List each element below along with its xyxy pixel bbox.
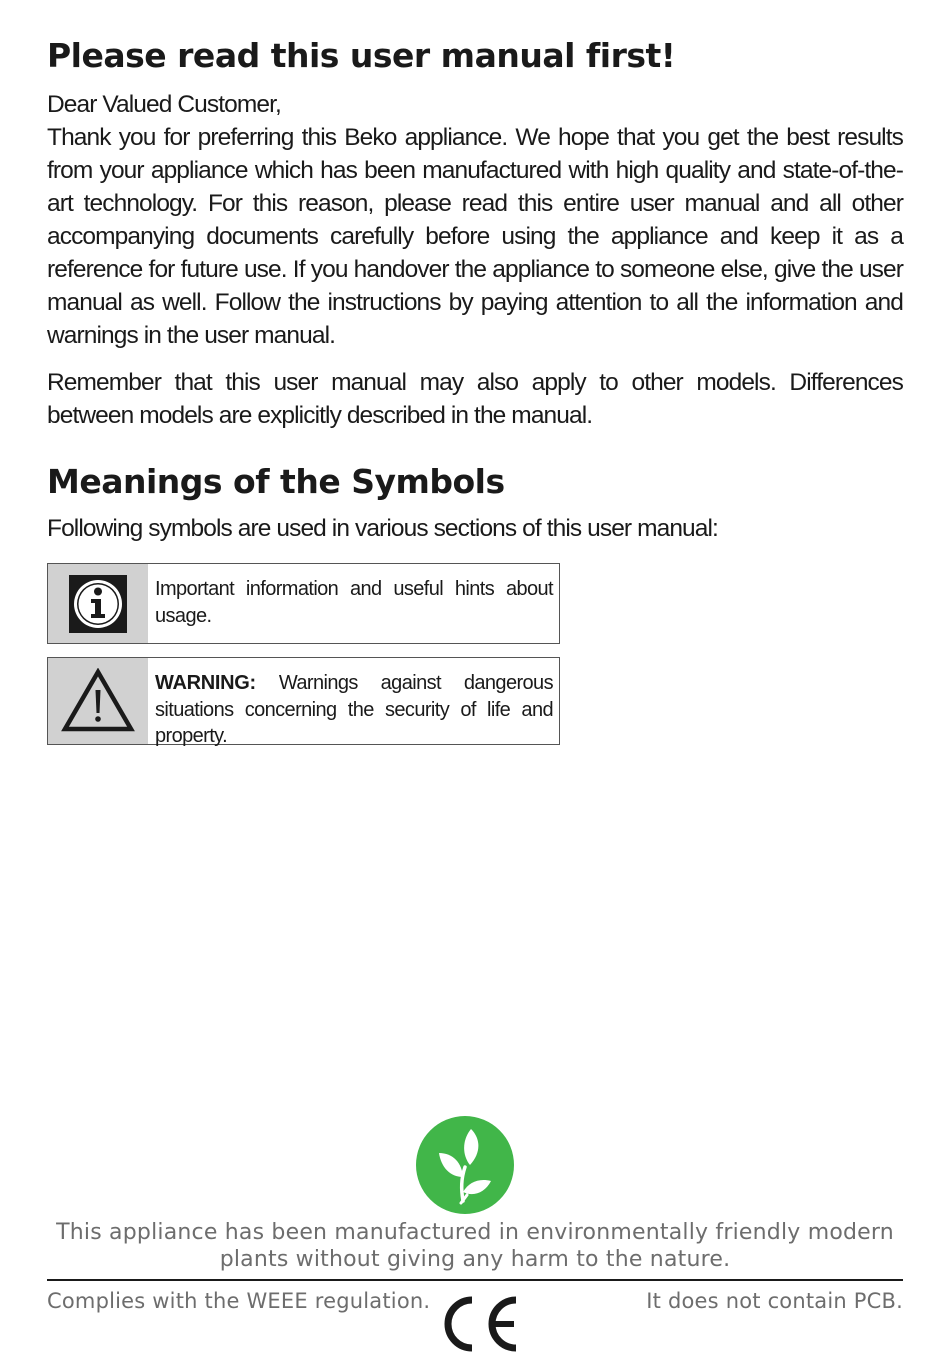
symbols-heading: Meanings of the Symbols bbox=[47, 462, 505, 501]
pcb-statement: It does not contain PCB. bbox=[646, 1289, 903, 1313]
leaf-icon bbox=[415, 1115, 515, 1215]
intro-body: Thank you for preferring this Beko appliance. We hope that you get the best results from your appliance which has been manufactured with high quality and state-of-the-art technology. For this reason, please read this entire user manual and all other accompanying documents carefully before using the appliance and keep it as a reference for future use. If you handover the appliance to someone else, give the user manual as well. Follow the instructions by paying attention to all the information and warnings in the user manual. bbox=[47, 124, 903, 349]
eco-statement: This appliance has been manufactured in environmentally friendly modern plants without giving any harm to the nature. bbox=[56, 1220, 894, 1272]
intro-section bbox=[47, 88, 903, 352]
info-symbol-cell bbox=[48, 564, 148, 643]
warning-label: WARNING: bbox=[155, 672, 256, 694]
symbols-intro: Following symbols are used in various sections of this user manual: bbox=[47, 515, 718, 542]
page-title: Please read this user manual first! bbox=[47, 36, 676, 75]
warning-icon bbox=[61, 668, 135, 734]
warning-description: Warnings against dangerous situations concerning the security of life and property. bbox=[155, 672, 553, 747]
footer-divider bbox=[47, 1279, 903, 1281]
weee-compliance: Complies with the WEEE regulation. bbox=[47, 1289, 431, 1313]
info-description: Important information and useful hints about usage. bbox=[155, 578, 553, 627]
warning-symbol-cell bbox=[48, 658, 148, 744]
eco-badge bbox=[415, 1115, 515, 1215]
ce-mark-icon bbox=[432, 1293, 520, 1355]
models-note: Remember that this user manual may also apply to other models. Differences between models are explicitly described in the manual. bbox=[47, 369, 903, 429]
info-symbol-text bbox=[148, 564, 559, 643]
info-icon bbox=[68, 574, 128, 634]
greeting: Dear Valued Customer, bbox=[47, 91, 281, 118]
warning-symbol-text bbox=[148, 658, 559, 747]
info-symbol-box bbox=[47, 563, 560, 644]
warning-symbol-box bbox=[47, 657, 560, 745]
